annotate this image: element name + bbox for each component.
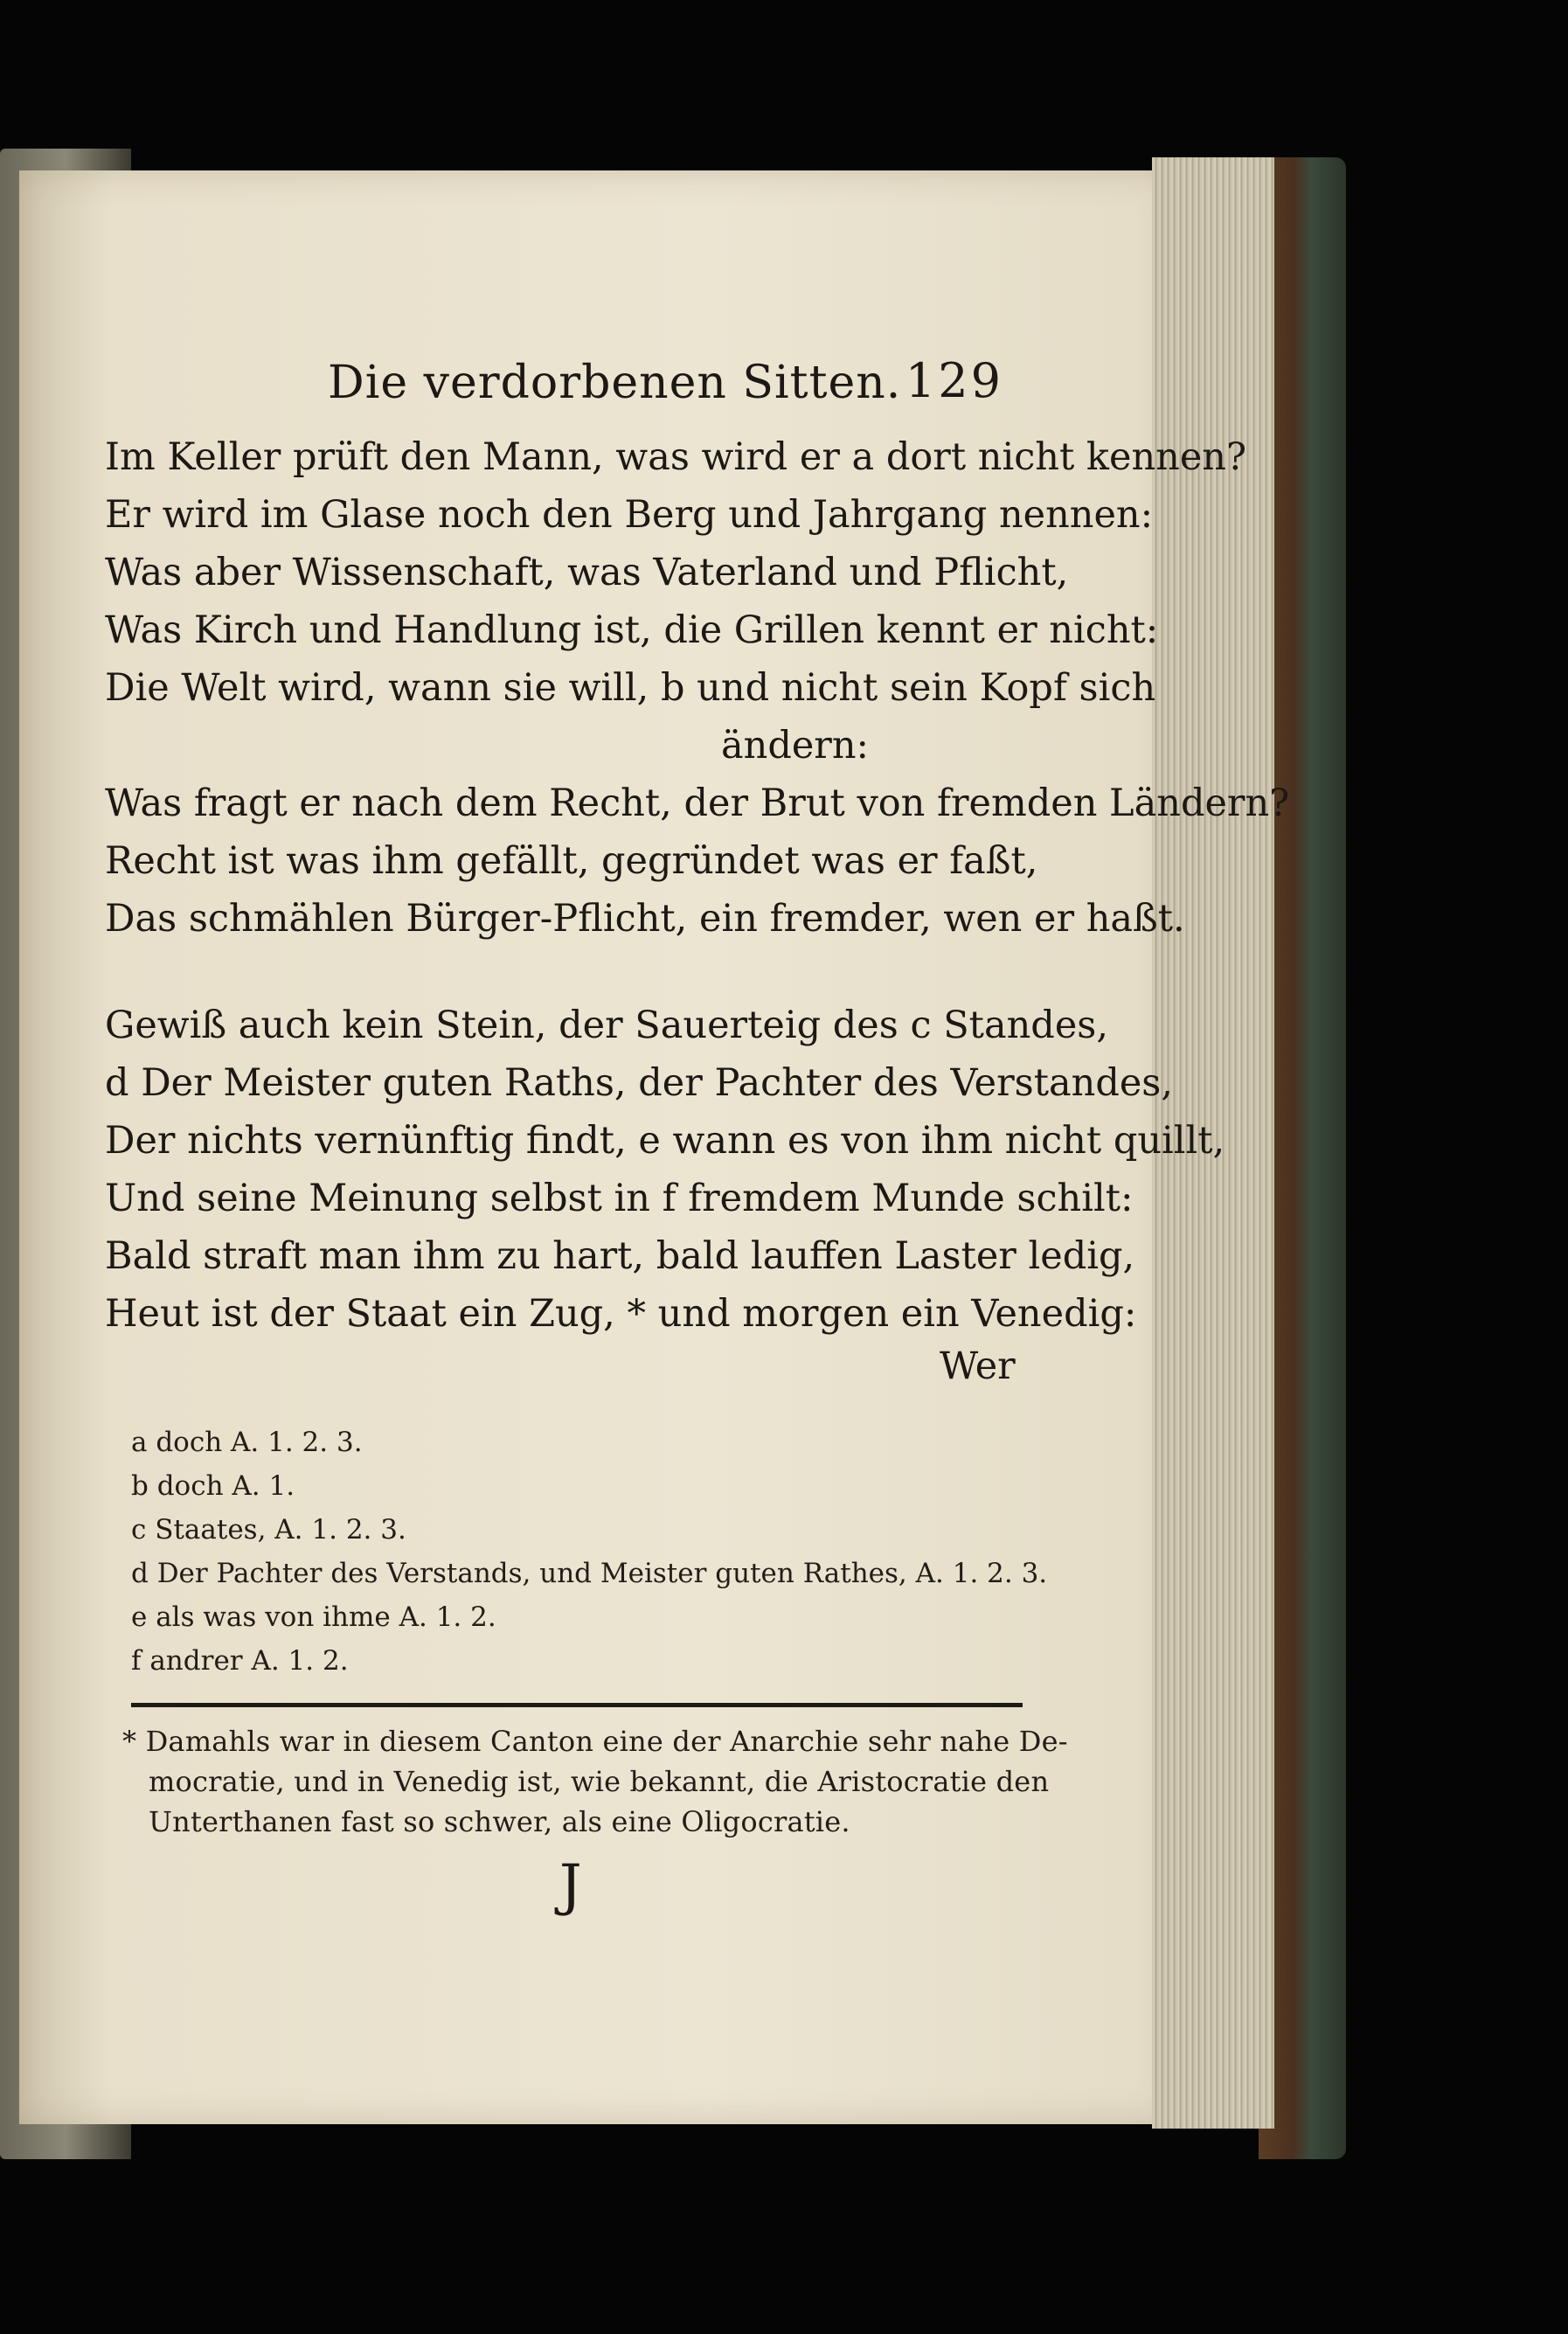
variant-note: d Der Pachter des Verstands, und Meister guten Rathes, A. 1. 2. 3. [131,1558,1048,1589]
variant-note: c Staates, A. 1. 2. 3. [131,1514,406,1546]
running-head-title: Die verdorbenen Sitten. [328,357,902,409]
variant-note: e als was von ihme A. 1. 2. [131,1601,496,1633]
variant-note: a doch A. 1. 2. 3. [131,1427,363,1458]
running-head [105,350,1014,420]
verse-line: Und seine Meinung selbst in f fremdem Munde schilt: [105,1177,1134,1220]
verse-line: Gewiß auch kein Stein, der Sauerteig des c Standes, [105,1004,1109,1047]
verse-line: Was aber Wissenschaft, was Vaterland und Pflicht, [105,551,1069,594]
verse-line: Er wird im Glase noch den Berg und Jahrgang nennen: [105,493,1154,537]
verse-line: d Der Meister guten Raths, der Pachter des Verstandes, [105,1061,1174,1105]
verse-line: Was Kirch und Handlung ist, die Grillen kennt er nicht: [105,608,1159,652]
signature-mark: J [559,1853,582,1918]
footnote-line: Unterthanen fast so schwer, als eine Oligocratie. [149,1805,850,1838]
verse-line: Der nichts vernünftig findt, e wann es von ihm nicht quillt, [105,1119,1225,1163]
verse-line: Im Keller prüft den Mann, was wird er a dort nicht kennen? [105,435,1247,479]
footnote-line: * Damahls war in diesem Canton eine der Anarchie sehr nahe De- [122,1725,1068,1758]
verse-line: Heut ist der Staat ein Zug, * und morgen ein Venedig: [105,1292,1137,1336]
verse-line: Das schmählen Bürger-Pflicht, ein fremder, wen er haßt. [105,897,1185,941]
verse-line: Bald straft man ihm zu hart, bald lauffen Laster ledig, [105,1234,1135,1278]
verse-line: Die Welt wird, wann sie will, b und nicht sein Kopf sich [105,666,1156,710]
footnote-line: mocratie, und in Venedig ist, wie bekannt, die Aristocratie den [149,1765,1050,1798]
verse-line: Was fragt er nach dem Recht, der Brut von fremden Ländern? [105,781,1290,825]
verse-line-turnover: ändern: [721,724,870,768]
catchword: Wer [940,1344,1016,1388]
page-number: 129 [905,353,1003,408]
verse-line: Recht ist was ihm gefällt, gegründet was er faßt, [105,839,1038,883]
variant-note: b doch A. 1. [131,1470,295,1502]
variant-note: f andrer A. 1. 2. [131,1645,349,1677]
footnote-rule [131,1703,1023,1707]
